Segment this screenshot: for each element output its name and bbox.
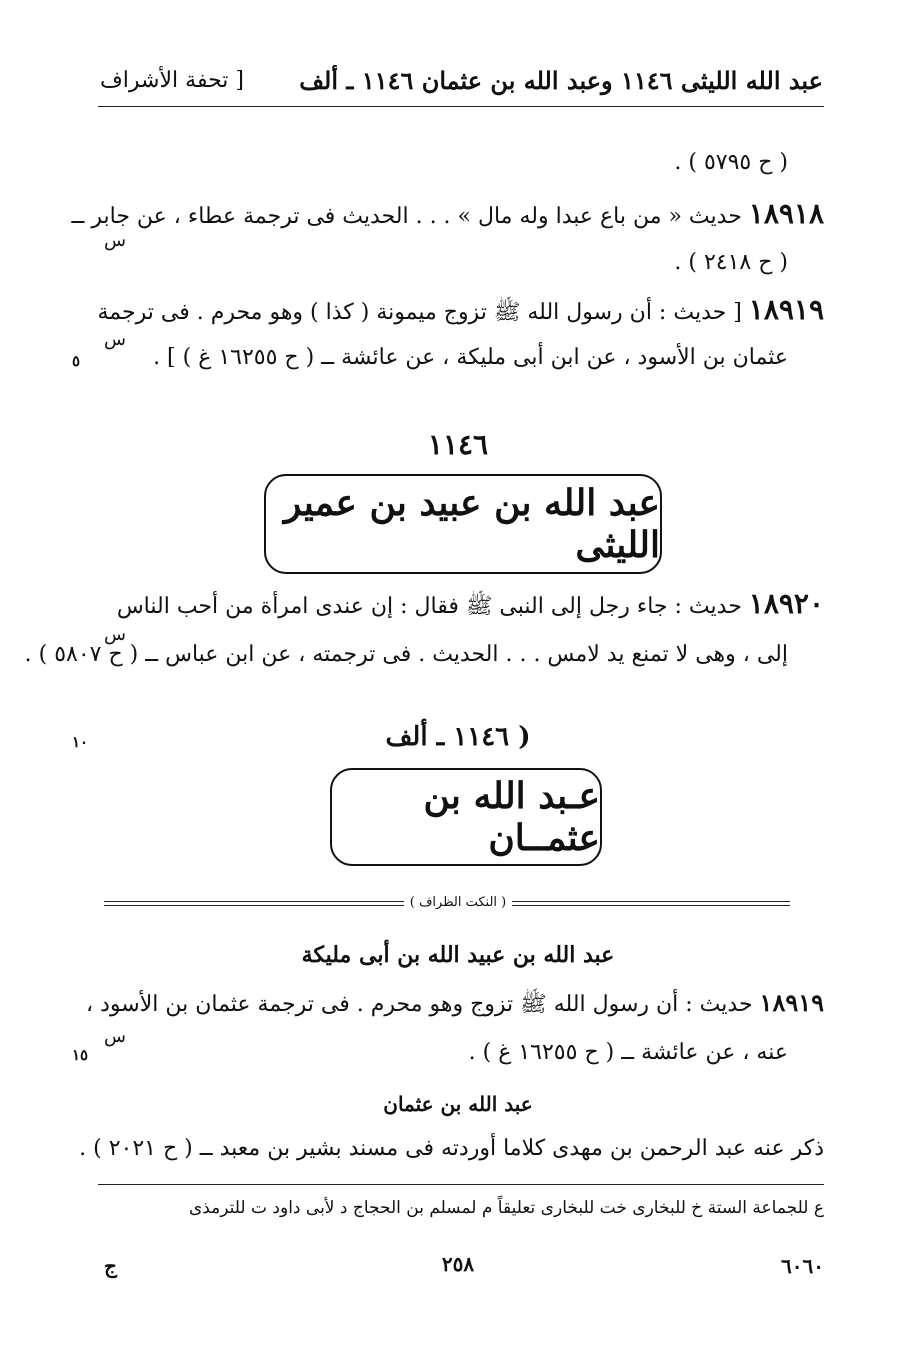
margin-number-10: ١٠ (72, 733, 89, 751)
nukat-divider-label-wrap (0, 891, 916, 910)
hadith-number: ١٨٩١٩ (748, 293, 824, 326)
section-number: ( ١١٤٦ ـ ألف (385, 722, 531, 752)
nukat-note: ذكر عنه عبد الرحمن بن مهدى كلاما أوردته فى مسند بشير بن معبد ــ ( ح ٢٠٢١ ) . (79, 1136, 824, 1161)
hadith-18918 (71, 197, 824, 230)
hadith-18919 (98, 293, 824, 330)
header-rule (98, 106, 824, 107)
sin-mark: س (104, 1026, 126, 1047)
margin-number-15: ١٥ (72, 1046, 89, 1064)
footer-rule (98, 1184, 824, 1185)
sin-mark: س (104, 329, 126, 350)
ref-line-2: ( ح ٢٤١٨ ) . (674, 250, 788, 275)
narrator-heading: عبد الله بن عبيد الله بن أبى مليكة (301, 942, 615, 968)
header-book-title: [ تحفة الأشراف (100, 68, 244, 93)
running-number: ٦٠٦٠ (781, 1254, 824, 1278)
section-number: ١١٤٦ (427, 428, 489, 461)
hadith-text: حديث : جاء رجل إلى النبى ﷺ فقال : إن عندى امرأة من أحب الناس (116, 594, 742, 619)
hadith-18919-nukat (86, 988, 824, 1022)
margin-number-5: ٥ (72, 352, 81, 370)
section-title: عبد الله بن عبيد بن عمير الليثى (283, 482, 660, 566)
section-title-box (264, 474, 662, 574)
sin-mark: س (104, 230, 126, 251)
hadith-18920 (117, 587, 824, 624)
hadith-text: حديث : أن رسول الله ﷺ تزوج وهو محرم . فى ترجمة عثمان بن الأسود ، (86, 992, 753, 1017)
sin-mark: س (104, 624, 126, 645)
hadith-number: ١٨٩١٩ (759, 988, 824, 1017)
section-title-box (330, 768, 602, 866)
volume-letter: ج (104, 1254, 117, 1278)
hadith-number: ١٨٩١٨ (748, 197, 824, 230)
hadith-18919-cont: عثمان بن الأسود ، عن ابن أبى مليكة ، عن عائشة ــ ( ح ١٦٢٥٥ غ ) ] . (153, 345, 788, 370)
hadith-number: ١٨٩٢٠ (748, 587, 824, 620)
hadith-text: حديث « من باع عبدا وله مال » . . . الحديث فى ترجمة عطاء ، عن جابر ــ (71, 204, 742, 229)
header-section-title: عبد الله الليثى ١١٤٦ وعبد الله بن عثمان ١١٤٦ ـ ألف (299, 66, 823, 95)
page-number: ٢٥٨ (441, 1252, 475, 1276)
abbreviation-key: ع للجماعة الستة خ للبخارى خت للبخارى تعليقاً م لمسلم بن الحجاج د لأبى داود ت للترمذى (188, 1198, 824, 1218)
narrator-heading: عبد الله بن عثمان (383, 1092, 533, 1116)
hadith-18920-cont: إلى ، وهى لا تمنع يد لامس . . . الحديث . فى ترجمته ، عن ابن عباس ــ ( ح ٥٨٠٧ ) . (24, 642, 788, 667)
hadith-18919-nukat-cont: عنه ، عن عائشة ــ ( ح ١٦٢٥٥ غ ) . (468, 1040, 788, 1065)
hadith-text: [ حديث : أن رسول الله ﷺ تزوج ميمونة ( كذا ) وهو محرم . فى ترجمة (97, 300, 742, 325)
section-title: عـبد الله بن عثمــان (423, 775, 600, 859)
ref-line-1: ( ح ٥٧٩٥ ) . (674, 150, 788, 175)
nukat-divider-label: ( النكت الظراف ) (404, 895, 512, 910)
